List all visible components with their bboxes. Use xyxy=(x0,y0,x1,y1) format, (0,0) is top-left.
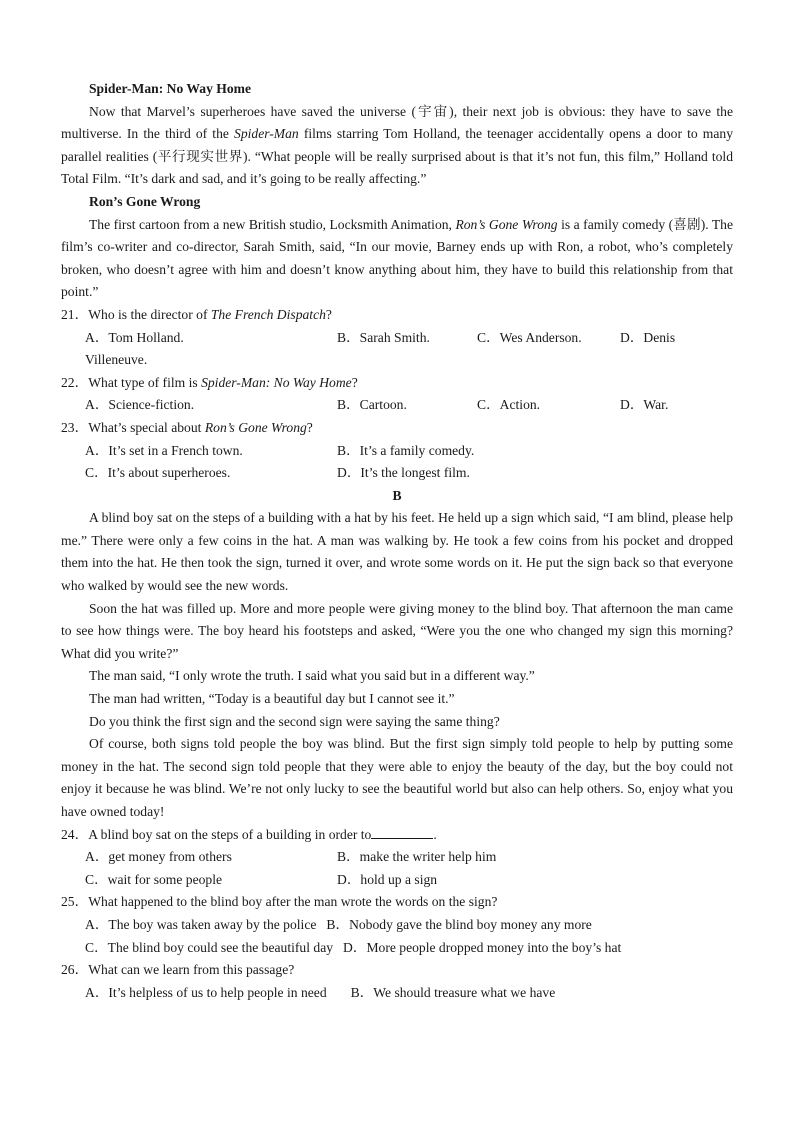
question-23-options xyxy=(61,440,733,485)
passage-paragraph: Do you think the first sign and the second sign were saying the same thing? xyxy=(89,713,500,729)
passage-paragraph: Of course, both signs told people the boy was blind. But the first sign simply told people to help by putting some money in the hat. The second sign told people that they were able to enjoy the beauty of the day, but the boy could not enjoy it because he was blind. We’re not only lucky to see the beautiful world but also can help others. So, enjoy what you have owned today! xyxy=(61,736,733,819)
option-24-b[interactable]: B．make the writer help him xyxy=(337,849,497,865)
option-21-c[interactable]: C．Wes Anderson. xyxy=(477,329,582,345)
passage-paragraph: The man had written, “Today is a beautiful day but I cannot see it.” xyxy=(89,691,455,707)
option-24-d[interactable]: D．hold up a sign xyxy=(337,871,438,887)
option-24-a[interactable]: A．get money from others xyxy=(85,849,232,865)
option-25-c[interactable]: C．The blind boy could see the beautiful day xyxy=(85,939,334,955)
option-22-d[interactable]: D．War. xyxy=(620,397,669,413)
question-21-options xyxy=(61,327,733,372)
option-25-a[interactable]: A．The boy was taken away by the police xyxy=(85,916,317,932)
answer-blank[interactable] xyxy=(371,824,433,839)
option-23-c[interactable]: C．It’s about superheroes. xyxy=(85,465,231,481)
option-23-a[interactable]: A．It’s set in a French town. xyxy=(85,442,243,458)
question-22: 22．What type of film is Spider-Man: No Way Home? xyxy=(61,374,358,390)
film1-description: Now that Marvel’s superheroes have saved the universe (宇宙), their next job is obvious: they have to save the multiverse. In the third of the Spider-Man films starring Tom Holland, the teenager accidentally opens a door to many parallel realities (平行现实世界). “What people will be really surprised about is that it’s not fun, this film,” Holland told Total Film. “It’s dark and sad, and it’s going to be really affecting.” xyxy=(61,103,733,187)
option-22-b[interactable]: B．Cartoon. xyxy=(337,397,407,413)
option-25-d[interactable]: D．More people dropped money into the boy’s hat xyxy=(343,939,622,955)
film1-title: Spider-Man: No Way Home xyxy=(89,81,251,96)
film2-description: The first cartoon from a new British studio, Locksmith Animation, Ron’s Gone Wrong is a family comedy (喜剧). The film’s co-writer and co-director, Sarah Smith, said, “In our movie, Barney ends up with Ron, a robot, who’s completely broken, who doesn’t agree with him and doesn’t know anything about him, they have to build this relationship from that point.” xyxy=(61,216,733,300)
section-b-label: B xyxy=(392,487,402,503)
option-23-b[interactable]: B．It’s a family comedy. xyxy=(337,442,475,458)
option-21-d[interactable]: D．Denis xyxy=(620,329,676,345)
question-21: 21．Who is the director of The French Dispatch? xyxy=(61,306,332,322)
passage-paragraph: Soon the hat was filled up. More and more people were giving money to the blind boy. That afternoon the man came to see how things were. The boy heard his footsteps and asked, “Were you the one who changed my sign this morning? What did you write?” xyxy=(61,600,733,661)
passage-paragraph: A blind boy sat on the steps of a building with a hat by his feet. He held up a sign which said, “I am blind, please help me.” There were only a few coins in the hat. A man was walking by. He took a few coins from his pocket and dropped them into the hat. He then took the sign, turned it over, and wrote some words on it. He put the sign back so that everyone who walked by would see the new words. xyxy=(61,510,733,594)
option-23-d[interactable]: D．It’s the longest film. xyxy=(337,465,470,481)
question-22-options xyxy=(61,394,733,417)
question-26: 26．What can we learn from this passage? xyxy=(61,962,295,978)
question-25-options xyxy=(61,914,733,959)
option-22-a[interactable]: A．Science-fiction. xyxy=(85,397,195,413)
option-21-d-wrap: Villeneuve. xyxy=(85,352,148,368)
option-21-b[interactable]: B．Sarah Smith. xyxy=(337,329,430,345)
question-25: 25．What happened to the blind boy after the man wrote the words on the sign? xyxy=(61,894,498,910)
option-26-b[interactable]: B．We should treasure what we have xyxy=(350,984,556,1000)
question-24: 24．A blind boy sat on the steps of a building in order to . xyxy=(61,824,733,847)
question-26-options xyxy=(61,982,733,1005)
question-24-options xyxy=(61,846,733,891)
option-26-a[interactable]: A．It’s helpless of us to help people in need xyxy=(85,984,327,1000)
film2-title: Ron’s Gone Wrong xyxy=(89,193,201,209)
passage-paragraph: The man said, “I only wrote the truth. I said what you said but in a different way.” xyxy=(89,668,535,684)
option-25-b[interactable]: B．Nobody gave the blind boy money any more xyxy=(326,916,592,932)
option-21-a[interactable]: A．Tom Holland. xyxy=(85,329,184,345)
option-24-c[interactable]: C．wait for some people xyxy=(85,871,223,887)
option-22-c[interactable]: C．Action. xyxy=(477,397,541,413)
exam-page xyxy=(61,78,733,1004)
question-23: 23．What’s special about Ron’s Gone Wrong? xyxy=(61,419,313,435)
